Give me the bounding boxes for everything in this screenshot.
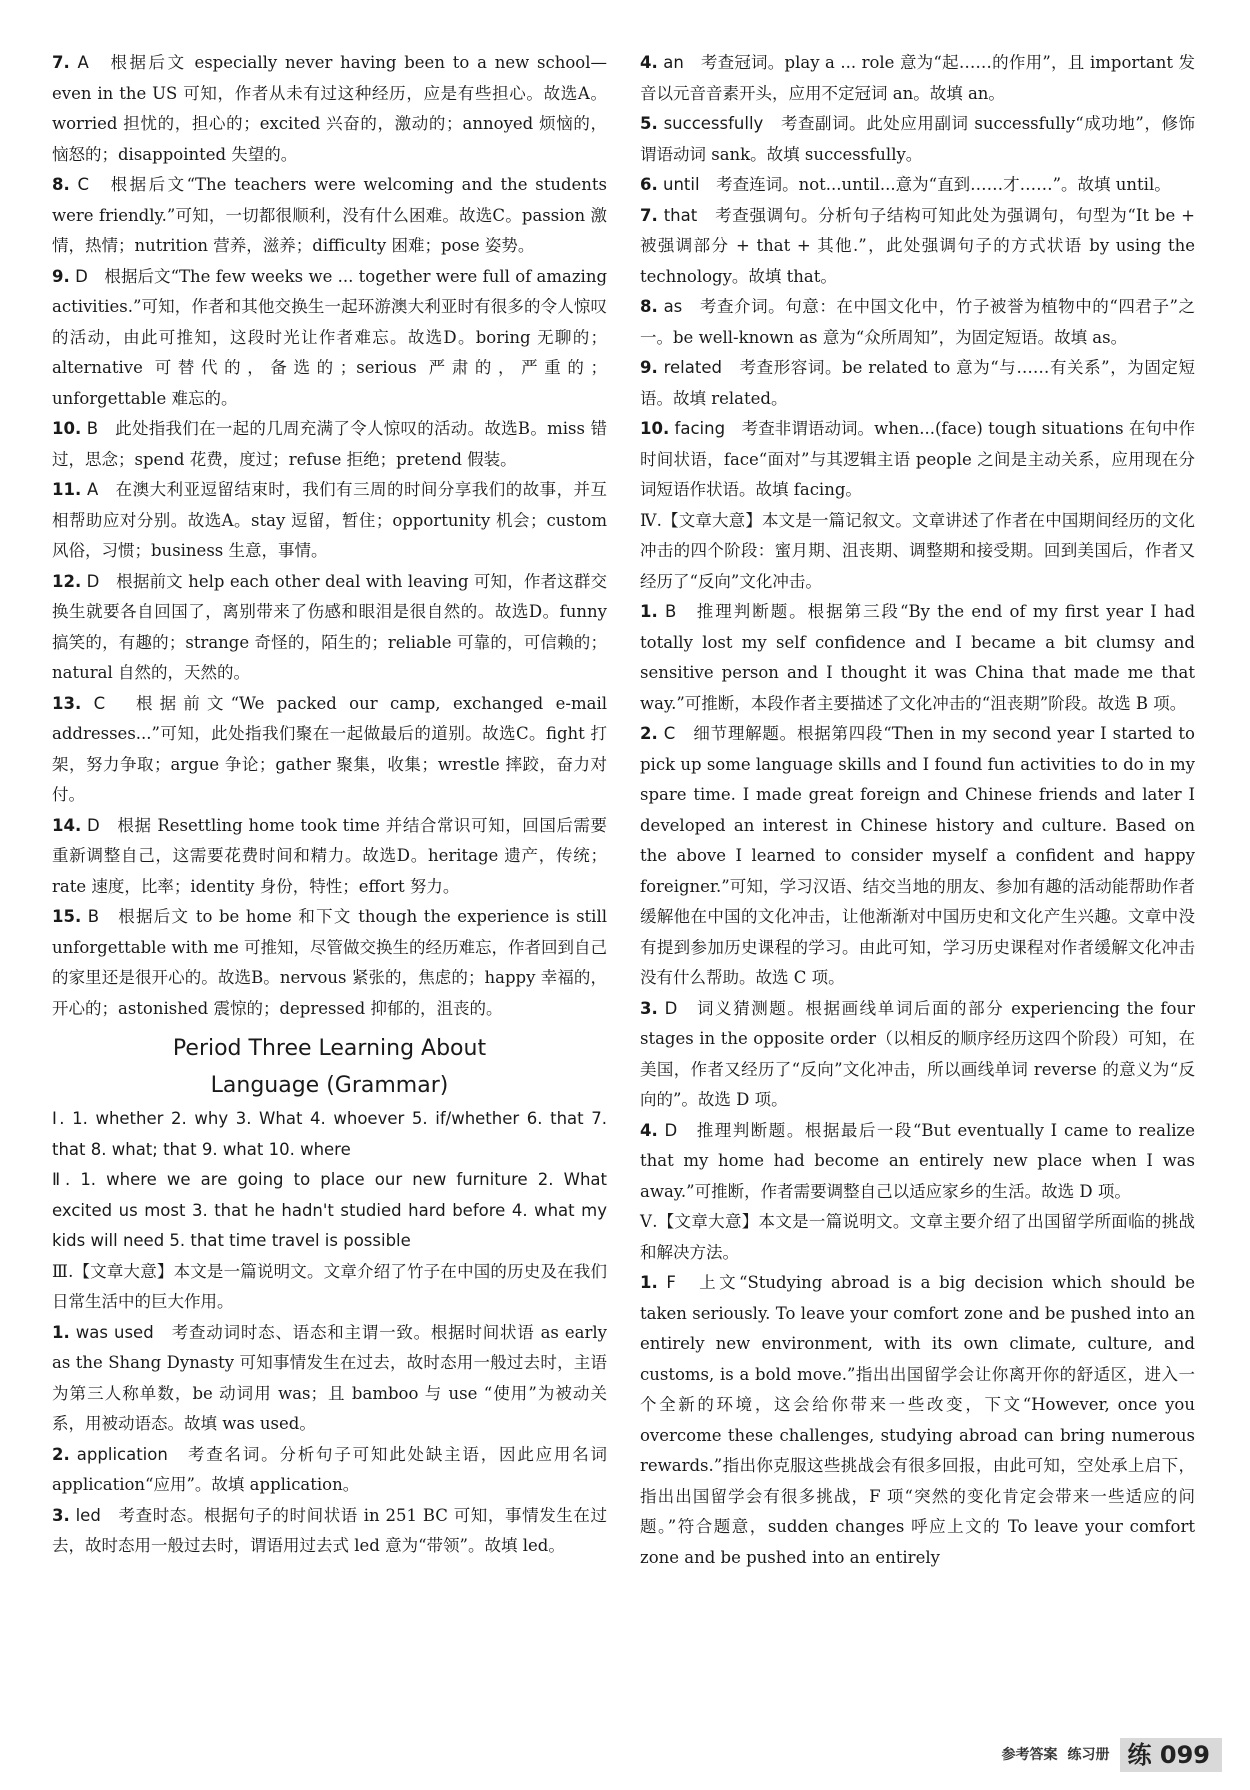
answer-item — [52, 1440, 607, 1501]
page-number: 练 099 — [1120, 1738, 1222, 1773]
item-number: 10. — [52, 419, 82, 438]
item-number: 6. — [640, 175, 658, 194]
item-number: 12. — [52, 571, 82, 591]
item-number: 1. — [640, 1273, 658, 1292]
item-number: 3. — [640, 998, 658, 1018]
item-number: 11. — [52, 480, 82, 499]
answer-item — [52, 170, 607, 262]
item-explanation: 根据前文“We packed our camp, exchanged e-mail addresses...”可知，此处指我们聚在一起做最后的道别。故选C。fight 打架，努力争取；argue 争论；gather 聚集，收集；wrestle 摔跤，奋力对付。 — [52, 693, 608, 804]
item-explanation: 考查连词。not...until...意为“直到……才……”。故填 until。 — [716, 175, 1171, 194]
answer-item — [52, 1501, 607, 1562]
item-answer: D — [664, 998, 678, 1018]
item-answer: C — [77, 175, 90, 194]
item-number: 13. — [52, 693, 82, 713]
item-answer: successfully — [663, 114, 764, 133]
answer-item — [640, 48, 1195, 109]
item-answer: as — [663, 297, 683, 316]
footer-label-workbook: 练习册 — [1067, 1746, 1110, 1763]
answer-item — [640, 353, 1195, 414]
item-explanation: 考查介词。句意：在中国文化中，竹子被誉为植物中的“四君子”之一。be well-known as 意为“众所周知”，为固定短语。故填 as。 — [640, 297, 1196, 347]
answer-item — [52, 414, 607, 475]
item-answer: led — [75, 1505, 101, 1525]
answer-item — [640, 994, 1195, 1116]
item-explanation: 考查副词。此处应用副词 successfully“成功地”，修饰谓语动词 sank。故填 successfully。 — [640, 114, 1196, 164]
item-number: 9. — [640, 358, 658, 377]
item-answer: F — [666, 1273, 676, 1292]
footer-label-answers: 参考答案 — [1001, 1746, 1058, 1763]
item-answer: D — [75, 266, 88, 286]
item-answer: facing — [674, 419, 726, 438]
item-number: 9. — [52, 266, 70, 286]
item-answer: D — [664, 1120, 678, 1140]
item-number: 5. — [640, 114, 658, 133]
answer-item — [640, 292, 1195, 353]
section-title-line-2: Language (Grammar) — [210, 1073, 449, 1098]
item-explanation: 上文“Studying abroad is a big decision which should be taken seriously. To leave your comfort zone and be pushed into an entirely new environment, with its own climate, culture, and customs, is a bold move.”指出出国留学会让你离开你的舒适区，进入一个全新的环境，这会给你带来一些改变，下文“However, once you overcome these challenges, studying abroad can bring numerous rewards.”指出你克服这些挑战会有很多回报，由此可知，空处承上启下，指出出国留学会有很多挑战，F 项“突然的变化肯定会带来一些适应的问题。”符合题意，sudden changes 呼应上文的 To leave your comfort zone and be pushed into an entirely — [640, 1273, 1196, 1567]
item-answer: until — [663, 175, 700, 194]
item-explanation: 考查非谓语动词。when...(face) tough situations 在句中作时间状语，face“面对”与其逻辑主语 people 之间是主动关系，应用现在分词短语作状语。故填 facing。 — [640, 419, 1196, 499]
answer-item — [640, 1268, 1195, 1573]
answer-item — [52, 811, 607, 903]
item-explanation: 推理判断题。根据第三段“By the end of my first year I had totally lost my self confidence and I became a bit clumsy and sensitive person and I thought it was China that made me that way.”可推断，本段作者主要描述了文化冲击的“沮丧期”阶段。故选 B 项。 — [640, 602, 1196, 713]
item-answer: application — [76, 1444, 168, 1464]
item-number: 3. — [52, 1505, 70, 1525]
item-answer: related — [663, 358, 722, 377]
item-answer: an — [663, 53, 684, 72]
item-number: 1. — [640, 602, 658, 621]
item-answer: was used — [75, 1322, 154, 1342]
item-answer: A — [86, 480, 99, 499]
item-number: 8. — [640, 297, 658, 316]
item-explanation: 根据后文 to be home 和下文 though the experience is still unforgettable with me 可推知，尽管做交换生的经历难忘，作者回到自己的家里还是很开心的。故选B。nervous 紧张的，焦虑的；happy 幸福的，开心的；astonished 震惊的；depressed 抑郁的，沮丧的。 — [52, 907, 608, 1018]
item-explanation: 推理判断题。根据最后一段“But eventually I came to realize that my home had become an entirely new place when I was away.”可推断，作者需要调整自己以适应家乡的生活。故选 D 项。 — [640, 1120, 1196, 1201]
item-number: 4. — [640, 53, 658, 72]
item-number: 10. — [640, 419, 670, 438]
part-3-intro: Ⅲ.【文章大意】本文是一篇说明文。文章介绍了竹子在中国的历史及在我们日常生活中的巨大作用。 — [52, 1261, 607, 1311]
answer-item — [52, 567, 607, 689]
section-title-line-1: Period Three Learning About — [172, 1036, 487, 1061]
item-number: 4. — [640, 1120, 658, 1140]
item-explanation: 词义猜测题。根据画线单词后面的部分 experiencing the four stages in the opposite order（以相反的顺序经历这四个阶段）可知，在美国，作者又经历了“反向”文化冲击，所以画线单词 reverse 的意义为“反向的”。故选 D 项。 — [640, 998, 1195, 1109]
answer-item — [640, 109, 1195, 170]
item-explanation: 根据 Resettling home took time 并结合常识可知，回国后需要重新调整自己，这需要花费时间和精力。故选D。heritage 遗产，传统；rate 速度，比率；identity 身份，特性；effort 努力。 — [52, 815, 607, 896]
item-explanation: 考查名词。分析句子可知此处缺主语，因此应用名词 application“应用”。故填 application。 — [52, 1444, 608, 1494]
item-answer: C — [93, 693, 106, 713]
left-column — [52, 48, 607, 1562]
item-answer: A — [77, 53, 89, 72]
item-number: 8. — [52, 175, 70, 194]
answer-item — [52, 689, 607, 811]
item-answer: D — [86, 571, 100, 591]
item-explanation: 考查动词时态、语态和主谓一致。根据时间状语 as early as the Shang Dynasty 可知事情发生在过去，故时态用一般过去时，主语为第三人称单数，be 动词用 was；且 bamboo 与 use “使用”为被动关系，用被动语态。故填 was used。 — [52, 1322, 607, 1433]
item-number: 7. — [640, 205, 658, 225]
answer-item — [640, 170, 1195, 201]
item-explanation: 考查冠词。play a ... role 意为“起……的作用”，且 important 发音以元音音素开头，应用不定冠词 an。故填 an。 — [640, 53, 1196, 103]
item-number: 15. — [52, 907, 82, 926]
item-explanation: 此处指我们在一起的几周充满了令人惊叹的活动。故选B。miss 错过，思念；spend 花费，度过；refuse 拒绝；pretend 假装。 — [52, 419, 608, 469]
answer-item — [640, 414, 1195, 506]
item-answer: that — [663, 205, 698, 225]
item-explanation: 在澳大利亚逗留结束时，我们有三周的时间分享我们的故事，并互相帮助应对分别。故选A。stay 逗留，暂住；opportunity 机会；custom 风俗，习惯；business 生意，事情。 — [52, 480, 608, 560]
answer-item — [52, 48, 607, 170]
item-answer: C — [663, 724, 676, 743]
part-4-intro: Ⅳ.【文章大意】本文是一篇记叙文。文章讲述了作者在中国期间经历的文化冲击的四个阶段：蜜月期、沮丧期、调整期和接受期。回到美国后，作者又经历了“反向”文化冲击。 — [640, 510, 1195, 591]
answer-item — [52, 902, 607, 1024]
answer-item — [640, 1116, 1195, 1208]
item-number: 2. — [640, 724, 658, 743]
page-footer — [1002, 1738, 1222, 1773]
part-2-answers: Ⅱ. 1. where we are going to place our new furniture 2. What excited us most 3. that he hadn't studied hard before 4. what my kids will need 5. that time travel is possible — [52, 1170, 607, 1250]
item-number: 2. — [52, 1444, 70, 1464]
item-explanation: 细节理解题。根据第四段“Then in my second year I started to pick up some language skills and I found fun activities to do in my spare time. I made great foreign and Chinese friends and later I developed an interest in Chinese history and culture. Based on the above I learned to consider myself a confident and happy foreigner.”可知，学习汉语、结交当地的朋友、参加有趣的活动能帮助作者缓解他在中国的文化冲击，让他渐渐对中国历史和文化产生兴趣。文章中没有提到参加历史课程的学习。由此可知，学习历史课程对作者缓解文化冲击没有什么帮助。故选 C 项。 — [640, 724, 1195, 987]
answer-item — [640, 597, 1195, 719]
item-answer: B — [86, 419, 99, 438]
item-answer: B — [87, 907, 100, 926]
item-explanation: 根据后文“The teachers were welcoming and the students were friendly.”可知，一切都很顺利，没有什么困难。故选C。passion 激情，热情；nutrition 营养，滋养；difficulty 困难；pose 姿势。 — [52, 175, 608, 255]
item-number: 14. — [52, 815, 82, 835]
answer-item — [52, 262, 607, 415]
right-column — [640, 48, 1195, 1573]
item-explanation: 考查形容词。be related to 意为“与……有关系”，为固定短语。故填 related。 — [640, 358, 1195, 408]
item-explanation: 根据后文 especially never having been to a new school—even in the US 可知，作者从未有过这种经历，应是有些担心。故选A。worried 担忧的，担心的；excited 兴奋的，激动的；annoyed 烦恼的，恼怒的；disappointed 失望的。 — [52, 53, 608, 164]
answer-item — [640, 719, 1195, 994]
answer-item — [640, 201, 1195, 293]
item-explanation: 考查时态。根据句子的时间状语 in 251 BC 可知，事情发生在过去，故时态用一般过去时，谓语用过去式 led 意为“带领”。故填 led。 — [52, 1505, 607, 1555]
answer-item — [52, 475, 607, 567]
item-explanation: 根据后文“The few weeks we ... together were full of amazing activities.”可知，作者和其他交换生一起环游澳大利亚时有很多的令人惊叹的活动，由此可推知，这段时光让作者难忘。故选D。boring 无聊的；alternative 可替代的，备选的；serious 严肃的，严重的；unforgettable 难忘的。 — [52, 266, 608, 408]
item-answer: D — [87, 815, 100, 835]
part-5-intro: Ⅴ.【文章大意】本文是一篇说明文。文章主要介绍了出国留学所面临的挑战和解决方法。 — [640, 1212, 1195, 1262]
item-answer: B — [664, 602, 677, 621]
part-1-answers: Ⅰ. 1. whether 2. why 3. What 4. whoever 5. if/whether 6. that 7. that 8. what; that 9. what 10. where — [52, 1109, 607, 1159]
item-number: 7. — [52, 53, 70, 72]
item-number: 1. — [52, 1322, 70, 1342]
item-explanation: 考查强调句。分析句子结构可知此处为强调句，句型为“It be + 被强调部分 + that + 其他.”，此处强调句子的方式状语 by using the technology。故填 that。 — [640, 205, 1196, 286]
item-explanation: 根据前文 help each other deal with leaving 可知，作者这群交换生就要各自回国了，离别带来了伤感和眼泪是很自然的。故选D。funny 搞笑的，有趣的；strange 奇怪的，陌生的；reliable 可靠的，可信赖的；natural 自然的，天然的。 — [52, 571, 607, 682]
answer-item — [52, 1318, 607, 1440]
